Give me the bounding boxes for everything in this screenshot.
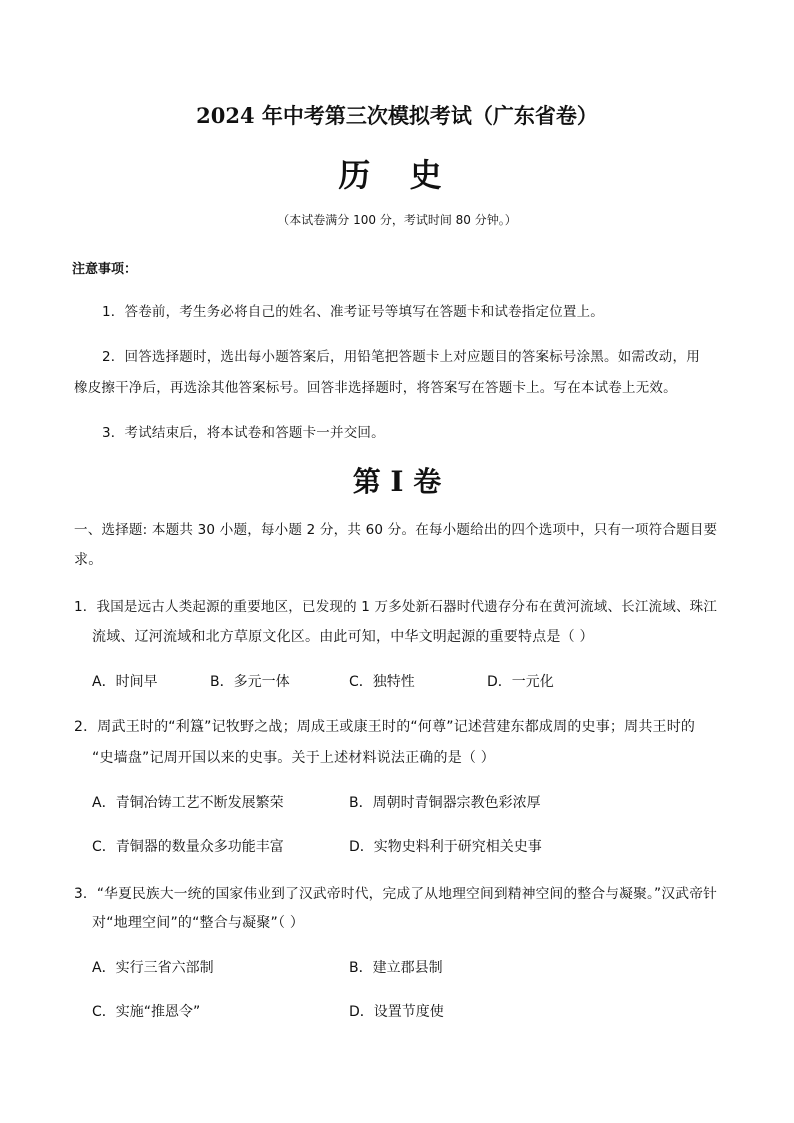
question-3-option-b: B．建立郡县制 <box>349 960 443 976</box>
exam-title: 2024 年中考第三次模拟考试（广东省卷） <box>196 103 598 128</box>
question-1-option-d: D．一元化 <box>487 674 554 690</box>
section-instructions-line-1: 一、选择题: 本题共 30 小题，每小题 2 分，共 60 分。在每小题给出的四个选项中，只有一项符合题目要 <box>74 522 718 538</box>
question-1-stem-line-1: 1．我国是远古人类起源的重要地区，已发现的 1 万多处新石器时代遗存分布在黄河流域、长江流域、珠江 <box>74 599 718 615</box>
question-3-stem-line-2: 对“地理空间”的“整合与凝聚”（ ） <box>92 915 305 931</box>
question-1-option-c: C．独特性 <box>349 674 415 690</box>
section-title: 第 I 卷 <box>352 465 442 498</box>
question-1-stem-line-2: 流域、辽河流域和北方草原文化区。由此可知，中华文明起源的重要特点是（ ） <box>92 629 594 645</box>
question-3-option-a: A．实行三省六部制 <box>92 960 214 976</box>
question-2-option-c: C．青铜器的数量众多功能丰富 <box>92 839 284 855</box>
question-1-option-a: A．时间早 <box>92 674 158 690</box>
question-2-stem-line-1: 2．周武王时的“利簋”记牧野之战；周成王或康王时的“何尊”记述营建东都成周的史事；周共王时的 <box>74 719 696 735</box>
question-3-stem-line-1: 3．“华夏民族大一统的国家伟业到了汉武帝时代，完成了从地理空间到精神空间的整合与凝聚。”汉武帝针 <box>74 886 718 902</box>
question-2-option-d: D．实物史料利于研究相关史事 <box>349 839 542 855</box>
notice-item-1: 1．答卷前，考生务必将自己的姓名、准考证号等填写在答题卡和试卷指定位置上。 <box>102 304 604 320</box>
notice-item-2-line-2: 橡皮擦干净后，再选涂其他答案标号。回答非选择题时，将答案写在答题卡上。写在本试卷上无效。 <box>74 380 677 396</box>
question-1-option-b: B．多元一体 <box>210 674 290 690</box>
section-instructions-line-2: 求。 <box>74 552 103 568</box>
notice-heading: 注意事项： <box>72 262 138 277</box>
subject-title: 历 史 <box>338 156 456 194</box>
notice-item-2-line-1: 2．回答选择题时，选出每小题答案后，用铅笔把答题卡上对应题目的答案标号涂黑。如需改动，用 <box>102 349 700 365</box>
question-2-option-a: A．青铜冶铸工艺不断发展繁荣 <box>92 795 284 811</box>
notice-item-3: 3．考试结束后，将本试卷和答题卡一并交回。 <box>102 425 385 441</box>
question-2-stem-line-2: “史墙盘”记周开国以来的史事。关于上述材料说法正确的是（ ） <box>92 750 495 766</box>
question-3-option-c: C．实施“推恩令” <box>92 1004 201 1020</box>
question-3-option-d: D．设置节度使 <box>349 1004 444 1020</box>
question-2-option-b: B．周朝时青铜器宗教色彩浓厚 <box>349 795 541 811</box>
exam-note: （本试卷满分 100 分，考试时间 80 分钟。） <box>277 213 517 227</box>
